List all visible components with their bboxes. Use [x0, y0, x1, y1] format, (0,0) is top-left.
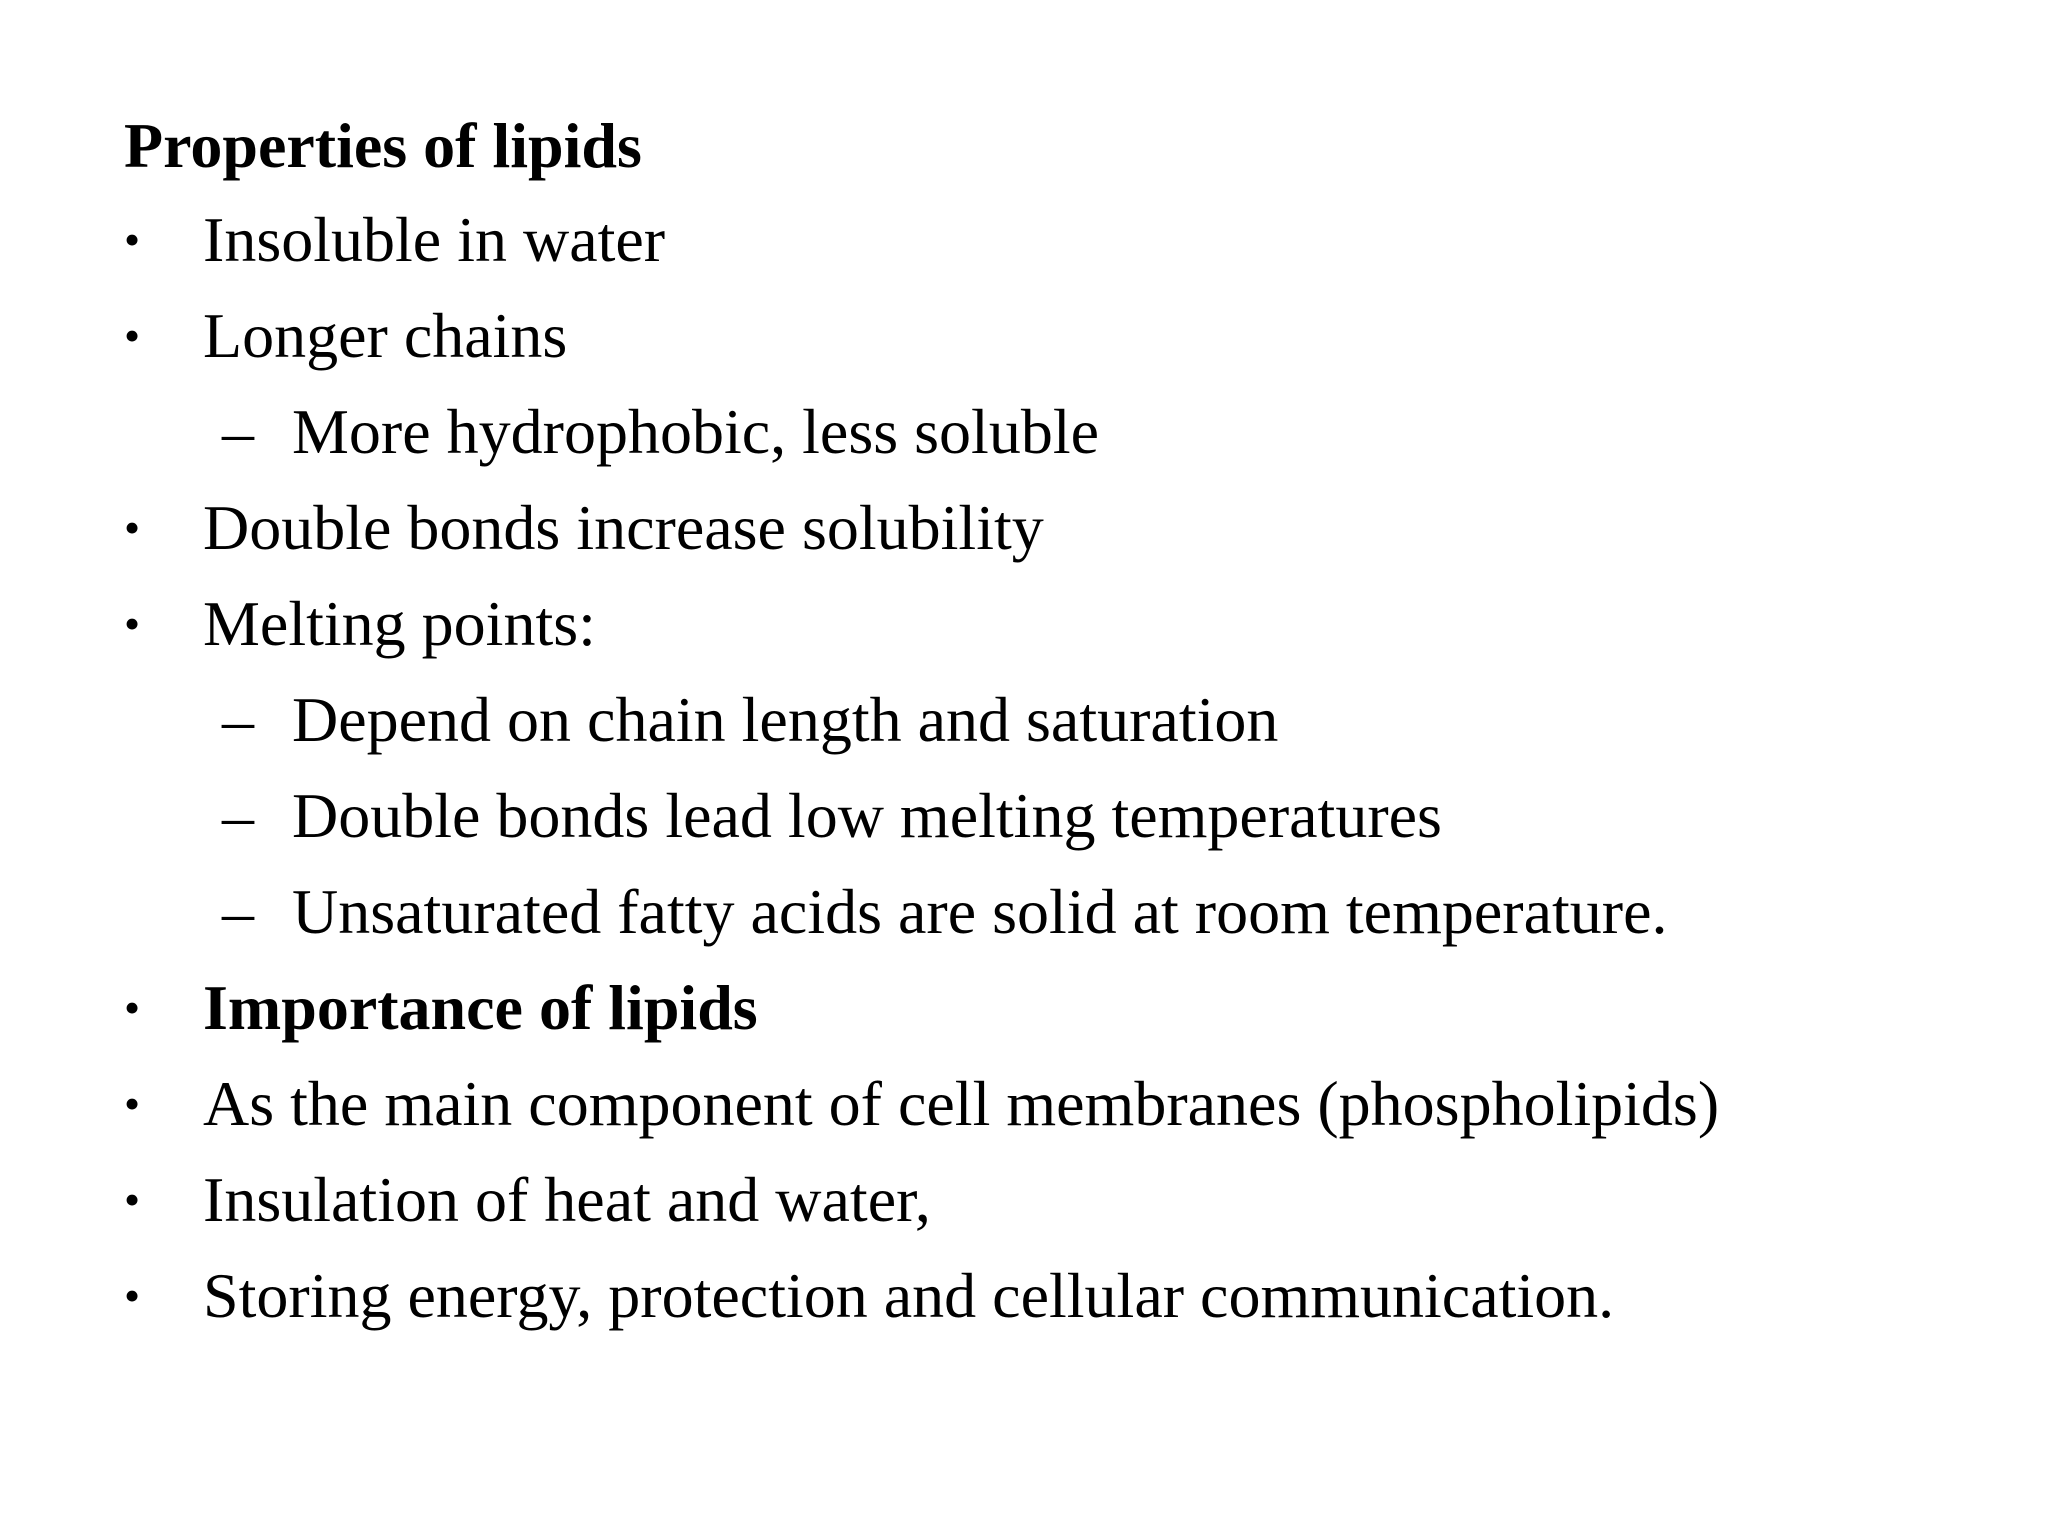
list-item-text: Longer chains	[203, 300, 568, 371]
bullet-icon: •	[124, 1174, 141, 1225]
slide-heading: Properties of lipids	[124, 110, 642, 181]
bullet-icon: •	[124, 1270, 141, 1321]
list-item-text: Melting points:	[203, 588, 596, 659]
list-subitem-text: Depend on chain length and saturation	[292, 684, 1279, 755]
bullet-icon: •	[124, 502, 141, 553]
dash-icon: –	[222, 684, 254, 755]
dash-icon: –	[222, 780, 254, 851]
list-item-text: Insoluble in water	[203, 204, 666, 275]
bullet-icon: •	[124, 214, 141, 265]
list-item-text: As the main component of cell membranes (phospholipids)	[203, 1068, 1720, 1139]
list-subitem-text: Unsaturated fatty acids are solid at room temperature.	[292, 876, 1668, 947]
dash-icon: –	[222, 396, 254, 467]
bullet-icon: •	[124, 1078, 141, 1129]
dash-icon: –	[222, 876, 254, 947]
list-subitem-text: Double bonds lead low melting temperatures	[292, 780, 1442, 851]
list-item-text: Importance of lipids	[203, 972, 758, 1043]
list-item-text: Double bonds increase solubility	[203, 492, 1044, 563]
bullet-icon: •	[124, 310, 141, 361]
list-item-text: Insulation of heat and water,	[203, 1164, 931, 1235]
list-subitem-text: More hydrophobic, less soluble	[292, 396, 1099, 467]
list-item-text: Storing energy, protection and cellular communication.	[203, 1260, 1615, 1331]
bullet-icon: •	[124, 982, 141, 1033]
bullet-icon: •	[124, 598, 141, 649]
